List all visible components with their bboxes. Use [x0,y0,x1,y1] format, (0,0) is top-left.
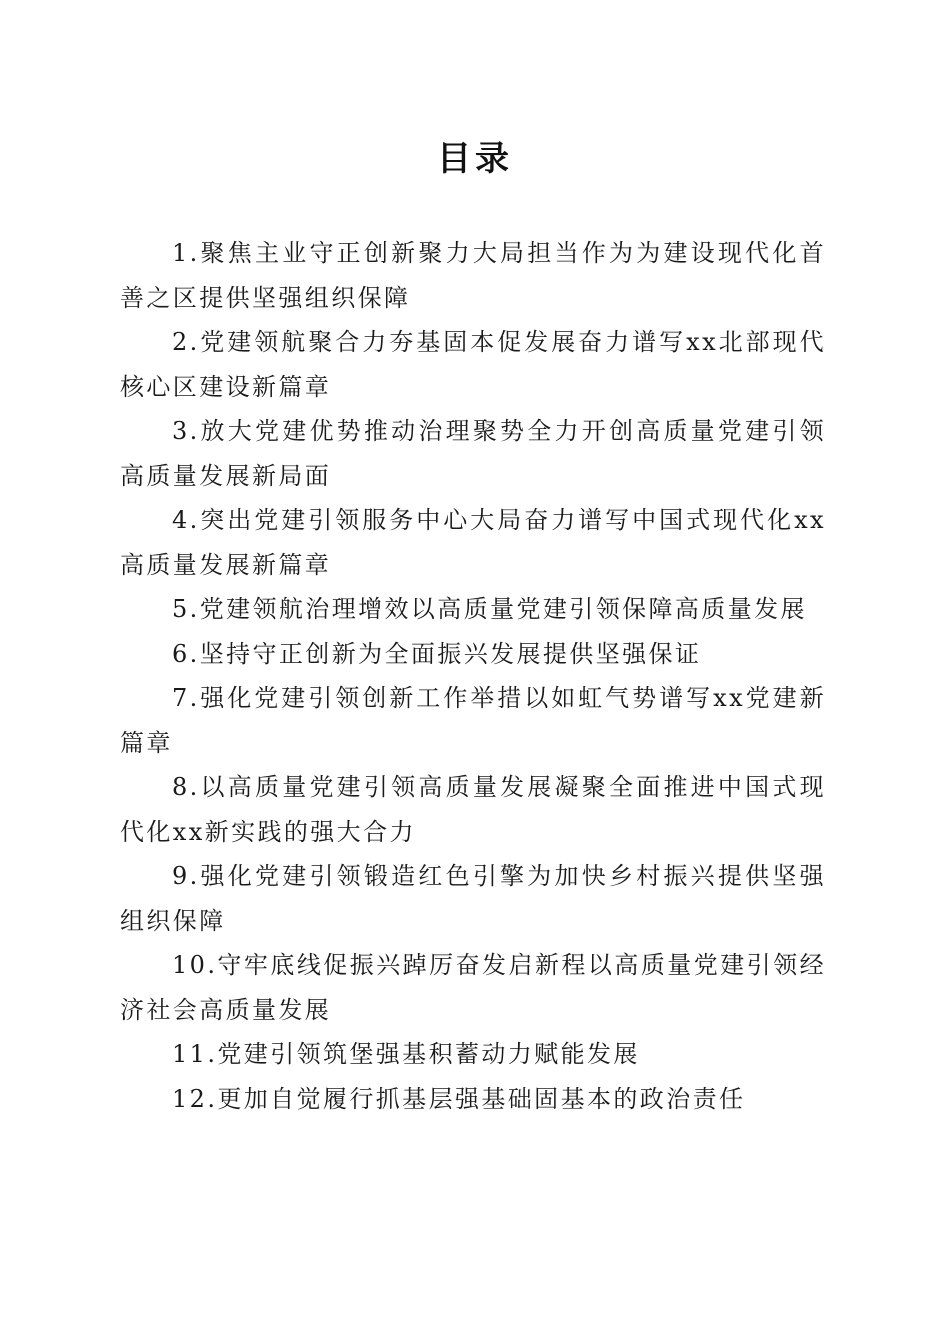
toc-item: 3.放大党建优势推动治理聚势全力开创高质量党建引领高质量发展新局面 [120,417,826,490]
toc-item: 11.党建引领筑堡强基积蓄动力赋能发展 [172,1040,640,1068]
toc-item: 8.以高质量党建引领高质量发展凝聚全面推进中国式现代化xx新实践的强大合力 [120,773,826,846]
page-title: 目录 [437,139,513,179]
toc-item: 2.党建领航聚合力夯基固本促发展奋力谱写xx北部现代核心区建设新篇章 [120,328,826,401]
toc-item: 6.坚持守正创新为全面振兴发展提供坚强保证 [172,639,702,668]
toc-item: 4.突出党建引领服务中心大局奋力谱写中国式现代化xx高质量发展新篇章 [120,506,826,579]
toc-item: 10.守牢底线促振兴踔厉奋发启新程以高质量党建引领经济社会高质量发展 [120,951,826,1024]
toc-item: 5.党建领航治理增效以高质量党建引领保障高质量发展 [172,595,807,623]
toc-item: 7.强化党建引领创新工作举措以如虹气势谱写xx党建新篇章 [120,684,826,757]
toc-item: 12.更加自觉履行抓基层强基础固基本的政治责任 [172,1084,746,1113]
toc-item: 1.聚焦主业守正创新聚力大局担当作为为建设现代化首善之区提供坚强组织保障 [120,239,826,312]
table-of-contents [120,231,826,1121]
toc-item: 9.强化党建引领锻造红色引擎为加快乡村振兴提供坚强组织保障 [120,862,826,935]
